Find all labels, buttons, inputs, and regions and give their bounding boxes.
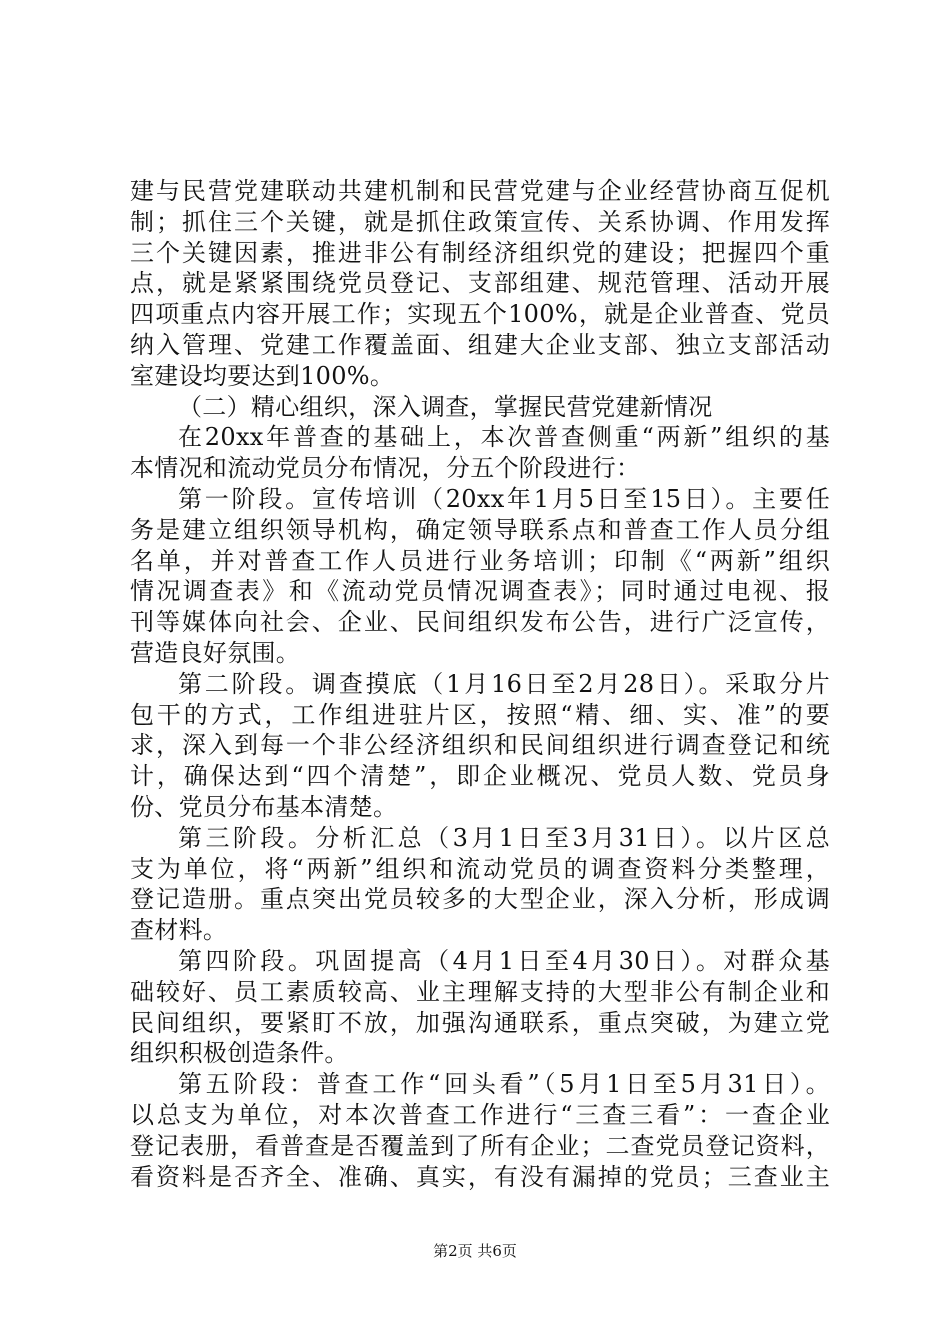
text-line: 支为单位，将“两新”组织和流动党员的调查资料分类整理， <box>130 854 830 883</box>
text-line: 建与民营党建联动共建机制和民营党建与企业经营协商互促机 <box>130 177 830 205</box>
text-line: 营造良好氛围。 <box>130 638 301 667</box>
text-line: 第一阶段。宣传培训（20xx年1月5日至15日）。主要任 <box>178 484 830 513</box>
document-body <box>130 176 830 1201</box>
text-line: 登记表册，看普查是否覆盖到了所有企业；二查党员登记资料， <box>130 1131 830 1160</box>
text-line: 本情况和流动党员分布情况，分五个阶段进行： <box>130 454 641 483</box>
text-line: 务是建立组织领导机构，确定领导联系点和普查工作人员分组 <box>130 515 830 544</box>
text-line: 纳入管理、党建工作覆盖面、组建大企业支部、独立支部活动 <box>130 330 830 359</box>
text-line: 础较好、员工素质较高、业主理解支持的大型非公有制企业和 <box>130 977 830 1006</box>
text-line: 情况调查表》和《流动党员情况调查表》；同时通过电视、报 <box>130 577 830 606</box>
text-line: 份、党员分布基本清楚。 <box>130 792 398 821</box>
text-line: 第二阶段。调查摸底（1月16日至2月28日）。采取分片 <box>178 669 830 698</box>
text-line: 在20xx年普查的基础上，本次普查侧重“两新”组织的基 <box>178 423 830 452</box>
text-line: 登记造册。重点突出党员较多的大型企业，深入分析，形成调 <box>130 885 830 914</box>
text-line: 包干的方式，工作组进驻片区，按照“精、细、实、准”的要 <box>130 700 830 729</box>
text-line: 名单，并对普查工作人员进行业务培训；印制《“两新”组织 <box>130 546 830 575</box>
page-footer <box>0 1240 950 1261</box>
text-line: 民间组织，要紧盯不放，加强沟通联系，重点突破，为建立党 <box>130 1008 830 1037</box>
text-line: 第三阶段。分析汇总（3月1日至3月31日）。以片区总 <box>178 823 830 852</box>
text-line: 求，深入到每一个非公经济组织和民间组织进行调查登记和统 <box>130 731 830 760</box>
text-line: 第四阶段。巩固提高（4月1日至4月30日）。对群众基 <box>178 946 830 975</box>
text-line: 组织积极创造条件。 <box>130 1039 349 1068</box>
text-line: 点，就是紧紧围绕党员登记、支部组建、规范管理、活动开展 <box>130 269 830 298</box>
text-line: 看资料是否齐全、准确、真实，有没有漏掉的党员；三查业主 <box>130 1162 830 1191</box>
text-line: 四项重点内容开展工作；实现五个100%，就是企业普查、党员 <box>130 300 830 329</box>
text-line: 查材料。 <box>130 916 228 945</box>
text-line: 室建设均要达到100%。 <box>130 361 395 390</box>
text-line: 计，确保达到“四个清楚”，即企业概况、党员人数、党员身 <box>130 762 830 791</box>
text-line: 以总支为单位，对本次普查工作进行“三查三看”：一查企业 <box>130 1100 830 1129</box>
text-line: 制；抓住三个关键，就是抓住政策宣传、关系协调、作用发挥 <box>130 207 830 236</box>
text-line: 三个关键因素，推进非公有制经济组织党的建设；把握四个重 <box>130 238 830 267</box>
page-number-label: 第2页 共6页 <box>433 1242 517 1260</box>
text-line: （二）精心组织，深入调查，掌握民营党建新情况 <box>178 392 713 421</box>
text-line: 第五阶段：普查工作“回头看”（5月1日至5月31日）。 <box>178 1070 830 1099</box>
text-line: 刊等媒体向社会、企业、民间组织发布公告，进行广泛宣传， <box>130 608 830 637</box>
